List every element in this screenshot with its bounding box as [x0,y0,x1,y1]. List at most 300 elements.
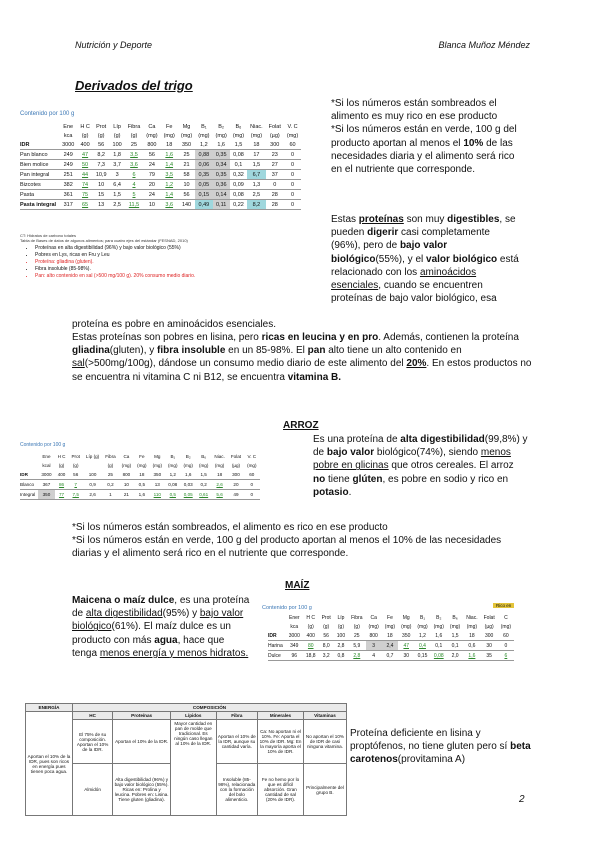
note-shaded: *Si los números están sombreados, el alimento es rico en ese producto [72,522,388,533]
table-cell: 1,2 [414,631,430,641]
table-row [268,651,514,661]
header-minerals: Minerales [258,712,304,720]
column-unit [20,131,59,140]
table-cell: 367 [38,480,54,490]
table-cell: 25 [125,140,144,150]
table-cell: 0,22 [230,200,247,210]
table-cell: 3000 [59,140,77,150]
column-unit: (g) [113,132,121,139]
table-cell: 10 [119,480,134,490]
column-unit: kca [63,132,73,139]
row-label: Bizcotes [20,180,59,190]
table-cell: 3 [110,170,125,180]
column-header: Líp (g) [85,454,100,459]
table-cell: 18 [382,631,398,641]
section-title-trigo: Derivados del trigo [75,78,193,93]
table-cell: 0,08 [165,480,180,490]
header-lipids: Lípidos [171,712,216,720]
trigo-footnote-2: Tabla de Bases de datos de algunos alimentos; para cuatro ejes del estándar (FESNAD, 2010) [20,238,188,243]
table-row [20,470,260,480]
table-cell: 21 [119,490,134,500]
column-unit: (mg) [163,132,175,139]
column-unit: (mg) [198,463,209,468]
column-unit: (mg) [250,132,263,139]
column-unit: (mg) [247,463,257,468]
table-cell: 0,61 [196,490,211,500]
column-header: Mg [154,454,161,459]
row-label: Harina [268,641,286,651]
table-cell: 800 [119,470,134,480]
table-cell: 0,35 [213,150,230,160]
table-cell: 0,4 [414,641,430,651]
header-right: Blanca Muñoz Méndez [438,40,530,50]
table-cell: 100 [110,140,125,150]
table-cell: 0,34 [213,160,230,170]
table-cell: 56 [93,140,110,150]
bullet-item: • Fibra insoluble (85-98%). [35,266,326,273]
trigo-table-caption: Contenido por 100 g [20,111,75,117]
table-cell: 400 [303,631,319,641]
table-cell: 0,5 [165,490,180,500]
column-unit: kcal [42,463,51,468]
table-cell: 25 [178,150,195,160]
column-unit: (mg) [232,132,245,139]
table-cell: 86 [55,480,69,490]
table-cell: 0,7 [382,651,398,661]
trigo-notes [331,97,521,176]
column-unit [268,622,286,631]
cell-vit-2: Principalmente del grupo B. [303,764,346,816]
table-cell: 3,2 [319,651,334,661]
table-cell: 56 [178,190,195,200]
column-unit: (g) [130,132,138,139]
column-header: V. C [247,454,257,459]
table-cell: 0,05 [180,490,195,500]
cell-hc-1: El 75% de su composición. Aportan el 10% de la IDR. [73,720,113,764]
table-cell: 18 [463,631,480,641]
table-cell: 4 [125,180,144,190]
table-cell: 3,6 [125,160,144,170]
table-cell: 3,7 [110,160,125,170]
row-label: Pan integral [20,170,59,180]
table-cell: 0,14 [213,190,230,200]
table-cell: 300 [481,631,498,641]
column-header: Niac. [466,614,478,621]
cell-vit-1: No aportan el 10% de IDR de casi ninguna vitamina. [303,720,346,764]
table-cell: 6,7 [247,170,266,180]
column-unit: (mg) [198,132,210,139]
cell-energy: Aportan el 10% de la IDR, pues son ricos en energía pues tienen poca agua. [26,712,73,816]
table-cell: 20 [143,180,160,190]
table-cell: 10,9 [93,170,110,180]
note-green: *Si los números están en verde, 100 g del producto aportan al menos el 10% de las necesidades diaria y el alimento será rico en el nutriente que corresponde. [331,124,517,176]
column-unit: (mg) [368,623,379,630]
table-cell: 110 [150,490,165,500]
header-fiber: Fibra [216,712,258,720]
table-cell: 1,8 [110,150,125,160]
table-cell: 23 [266,150,284,160]
bullet-item: • Pan: alto contenido en sal (>500 mg/100 g). 20% consumo medio diario. [35,273,326,280]
table-cell: 74 [77,180,92,190]
column-header: Prot [96,123,107,130]
column-header: Prot [71,454,80,459]
column-unit: (g) [58,463,65,468]
column-header: H C [306,614,316,621]
table-cell: 0 [284,170,301,180]
column-header: B₁ [419,614,426,621]
maiz-table-caption: Contenido por 100 g [262,605,312,611]
column-unit: (mg) [152,463,163,468]
table-cell: 0,6 [463,641,480,651]
column-header: Líp [337,614,345,621]
cell-min-2: Fe no hemo por lo que es difícil absorción. Gran cantidad de sal (20% de IDR). [258,764,304,816]
table-cell: 0,35 [195,170,212,180]
column-unit: (µg) [269,132,280,139]
table-cell: 0 [284,180,301,190]
table-cell: 0,35 [213,170,230,180]
table-cell: 2,6 [211,480,227,490]
table-cell: 60 [244,470,259,480]
column-unit: (mg) [214,463,225,468]
table-cell: 1,6 [180,470,195,480]
table-cell: 11,5 [125,200,144,210]
table-cell: 0,03 [180,480,195,490]
table-cell: 1,6 [161,150,178,160]
table-cell: 0,08 [431,651,447,661]
row-label: Pasta integral [20,200,59,210]
table-cell: 1,4 [161,160,178,170]
table-cell: 1,2 [161,180,178,190]
table-cell: 3,5 [125,150,144,160]
table-cell: 3000 [38,470,54,480]
table-cell: 0 [244,490,259,500]
column-unit: (g) [337,623,344,630]
column-header: Fibra [351,614,363,621]
table-cell: 0,05 [195,180,212,190]
row-label: IDR [268,631,286,641]
column-unit: (µg) [484,623,494,630]
table-cell: 47 [77,150,92,160]
table-cell: 18 [247,140,266,150]
column-unit: (mg) [146,132,158,139]
column-unit: (mg) [449,623,461,630]
table-cell: 3,5 [161,170,178,180]
note-green: *Si los números están en verde, 100 g del producto aportan al menos el 10% de las necesidades diarias y el alimento será rico en el nutriente que corresponde. [72,535,502,560]
table-cell: 1,6 [134,490,149,500]
note-shaded: *Si los números están sombreados el alimento es muy rico en ese producto [331,98,498,123]
table-cell: 13 [150,480,165,490]
table-cell: 13 [93,200,110,210]
column-unit [83,461,102,470]
column-header: Ener [289,614,300,621]
column-unit: (mg) [433,623,444,630]
cell-fiber-2: Insoluble (85-98%), relacionada con la formación del bolo alimenticio. [216,764,258,816]
page-number: 2 [519,794,525,805]
table-row [20,140,301,150]
row-label: Dulce [268,651,286,661]
table-cell: 300 [266,140,284,150]
table-cell: 0,06 [195,160,212,170]
maiz-paragraph: Maicena o maíz dulce, es una proteína de alta digestibilidad(95%) y bajo valor biológico(61%). El maíz dulce es un producto con más agua, hace que tenga menos energía y menos hidratos. [72,595,250,659]
trigo-paragraph-1: Estas proteínas son muy digestibles, se pueden digerir casi completamente (96%), pero de bajo valor biológico(55%), y el valor biológico está relacionado con los aminoácidos esenciales, cuando se encuentren proteínas de bajo valor biológico, esa [331,214,519,305]
column-unit: (mg) [500,623,512,630]
table-row [20,190,301,200]
table-cell: 1 [102,490,118,500]
trigo-nutrition-table [20,122,301,210]
table-cell: 2,8 [348,651,365,661]
table-cell: 317 [59,200,77,210]
table-cell: 0,5 [134,480,149,490]
arroz-nutrition-table [20,452,260,500]
column-unit: (g) [97,132,105,139]
header-proteins: Proteínas [113,712,171,720]
table-cell: 2,0 [447,651,463,661]
table-cell: 400 [77,140,92,150]
table-cell: 1,2 [195,140,212,150]
row-label: Blanco [20,480,38,490]
column-unit: (mg) [401,623,412,630]
table-cell: 8,2 [93,150,110,160]
table-cell: 35 [481,651,498,661]
table-cell: 249 [59,160,77,170]
cell-prot-1: Aportan el 10% de la IDR. [113,720,171,764]
column-unit: (mg) [215,132,227,139]
table-cell: 30 [398,651,414,661]
header-energy: ENERGÍA [26,704,73,712]
table-cell: 0,1 [431,641,447,651]
column-header: Folat [230,454,242,459]
table-cell: 3 [366,641,382,651]
table-cell: 65 [77,200,92,210]
cell-prot-2: Alta digestibilidad (96%) y bajo valor biológico (55%). Ricas en: Prolina y leucina. Pobres en: Lisina. Tiene gluten (gliadina). [113,764,171,816]
column-header: B₆ [201,454,207,459]
column-header [268,613,286,622]
column-header: Niac. [214,454,225,459]
column-header: Fibra [127,123,141,130]
table-cell: 0,88 [195,150,212,160]
table-cell: 58 [178,170,195,180]
column-unit: (mg) [121,463,132,468]
column-header: H C [57,454,66,459]
table-cell: 56 [143,150,160,160]
bullet-item: • Proteína: gliadina (gluten). [35,259,326,266]
maiz-protein-note: Proteína deficiente en lisina y proptófenos, no tiene gluten pero sí beta carotenos(provitamina A) [350,728,531,766]
row-label: IDR [20,140,59,150]
table-cell: 0 [284,150,301,160]
column-unit: (mg) [137,463,147,468]
table-cell: 0,08 [230,190,247,200]
table-cell: 0 [244,480,259,490]
table-cell: 1,4 [161,190,178,200]
table-cell: 800 [143,140,160,150]
column-header: H C [80,123,90,130]
column-header: Mg [402,614,410,621]
table-cell: 100 [334,631,348,641]
table-cell: 0,09 [230,180,247,190]
header-left: Nutrición y Deporte [75,40,153,50]
table-cell: 25 [348,631,365,641]
header-composition: COMPOSICIÓN [73,704,347,712]
table-cell: 21 [178,160,195,170]
table-row [20,160,301,170]
table-cell: 30 [481,641,498,651]
column-unit: (g) [107,463,114,468]
table-cell: 10 [143,200,160,210]
row-label: IDR [20,470,38,480]
column-header: B₆ [452,614,458,621]
table-cell: 7 [68,480,82,490]
header-hc: HC [73,712,113,720]
row-label: Pan blanco [20,150,59,160]
table-cell: 350 [398,631,414,641]
table-cell: 0,49 [195,200,212,210]
trigo-footnote-1: CT: Hidratos de carbono totales [20,233,77,238]
column-header: Fibra [105,454,116,459]
table-cell: 20 [228,480,244,490]
maiz-legend-rich: Rico en [493,603,514,608]
table-cell: 1,5 [110,190,125,200]
cell-lipids: Mayor cantidad en pan de molde que tradicional. Es ningún caso llegan al 10% de la IDR. [171,720,216,816]
table-row [20,490,260,500]
table-cell: 0 [284,200,301,210]
table-row [20,480,260,490]
table-cell: 3000 [286,631,303,641]
column-unit: (mg) [180,132,193,139]
table-cell: 27 [266,160,284,170]
table-cell: 349 [286,641,303,651]
table-cell: 6 [125,170,144,180]
row-label: Bien molice [20,160,59,170]
table-cell: 8,0 [319,641,334,651]
column-header: Ene [63,123,74,130]
bullet-item: • Pobres en Lys, ricas en Fru y Leu [35,252,326,259]
table-cell: 15 [93,190,110,200]
column-header: Ca [370,614,377,621]
table-cell: 17 [247,150,266,160]
table-cell: 361 [59,190,77,200]
table-cell: 0,11 [213,200,230,210]
column-header: B₂ [218,123,225,130]
trigo-paragraph-3: Estas proteínas son pobres en lisina, pero ricas en leucina y en pro. Además, contienen la proteína gliadina(gluten), y fibra insoluble en un 85-98%. El pan alto tiene un alto contenido en sal(>500mg/100g), dándose un consumo medio diario de este alimento del 20%. En estos productos no se encuentra ni vitamina C ni B12, se encuentra vitamina B. [72,332,532,383]
table-cell: 6 [498,651,514,661]
table-cell: 6,4 [110,180,125,190]
table-cell: 80 [303,641,319,651]
table-cell: 60 [284,140,301,150]
column-unit: (g) [323,623,330,630]
header-vitamins: Vitaminas [303,712,346,720]
column-header: B₁ [170,454,176,459]
table-cell: 47 [398,641,414,651]
column-unit: (mg) [384,623,396,630]
table-cell: 0 [266,180,284,190]
column-header [20,452,38,461]
column-header: Fe [387,614,393,621]
table-cell: 25 [102,470,118,480]
column-unit [20,461,38,470]
table-cell: 1,5 [196,470,211,480]
table-cell: 300 [228,470,244,480]
table-cell: 96 [286,651,303,661]
table-cell: 400 [55,470,69,480]
column-header: Prot [321,614,331,621]
table-row [268,631,514,641]
column-unit: (µg) [231,463,241,468]
column-header: Fe [166,123,173,130]
table-cell: 10 [178,180,195,190]
column-header: B₂ [436,614,442,621]
table-cell: 100 [83,470,102,480]
column-header: Ca [123,454,130,459]
table-cell: 2,4 [382,641,398,651]
table-cell: 350 [38,490,54,500]
table-cell: 1,3 [247,180,266,190]
column-header: B₆ [235,123,242,130]
table-row [20,180,301,190]
table-cell: 2,8 [334,641,348,651]
table-cell: 24 [143,160,160,170]
column-unit: (g) [81,132,89,139]
table-cell: 28 [266,200,284,210]
table-cell: 5,9 [348,641,365,651]
table-cell: 60 [498,631,514,641]
table-cell: 1,5 [230,140,247,150]
cell-hc-2: Almidón [73,764,113,816]
table-cell: 382 [59,180,77,190]
table-cell: 0,08 [230,150,247,160]
table-cell: 0 [284,160,301,170]
bullet-item: • Proteínas en alta digestibilidad (96%) y bajo valor biológico (55%) [35,245,326,252]
arroz-table-caption: Contenido por 100 g [20,442,66,448]
column-unit: (g) [353,623,360,630]
table-cell: 1,6 [463,651,480,661]
column-header: Ca [148,123,156,130]
table-cell: 2,5 [247,190,266,200]
row-label: Integral [20,490,38,500]
column-header: Ene [42,454,51,459]
table-cell: 0,36 [213,180,230,190]
table-row [20,200,301,210]
table-cell: 18 [211,470,227,480]
column-header: Niac. [250,123,263,130]
table-cell: 350 [178,140,195,150]
table-row [20,150,301,160]
table-cell: 0,2 [196,480,211,490]
trigo-bullet-list [26,245,326,280]
column-header: Folat [268,123,281,130]
table-cell: 0,1 [230,160,247,170]
maiz-nutrition-table [268,613,514,661]
table-cell: 8,2 [247,200,266,210]
table-cell: 18,8 [303,651,319,661]
table-cell: 56 [68,470,82,480]
table-cell: 37 [266,170,284,180]
table-cell: 249 [59,150,77,160]
column-unit: (g) [72,463,79,468]
column-unit: (mg) [466,623,478,630]
table-cell: 2,5 [110,200,125,210]
table-cell: 1,5 [247,160,266,170]
column-header: B₁ [201,123,207,130]
column-unit: (mg) [168,463,178,468]
table-cell: 56 [319,631,334,641]
table-cell: 18 [134,470,149,480]
table-cell: 79 [143,170,160,180]
column-header: Folat [483,614,495,621]
column-header [20,122,59,131]
row-label: Pasta [20,190,59,200]
column-unit: (g) [307,623,314,630]
table-cell: 10 [93,180,110,190]
